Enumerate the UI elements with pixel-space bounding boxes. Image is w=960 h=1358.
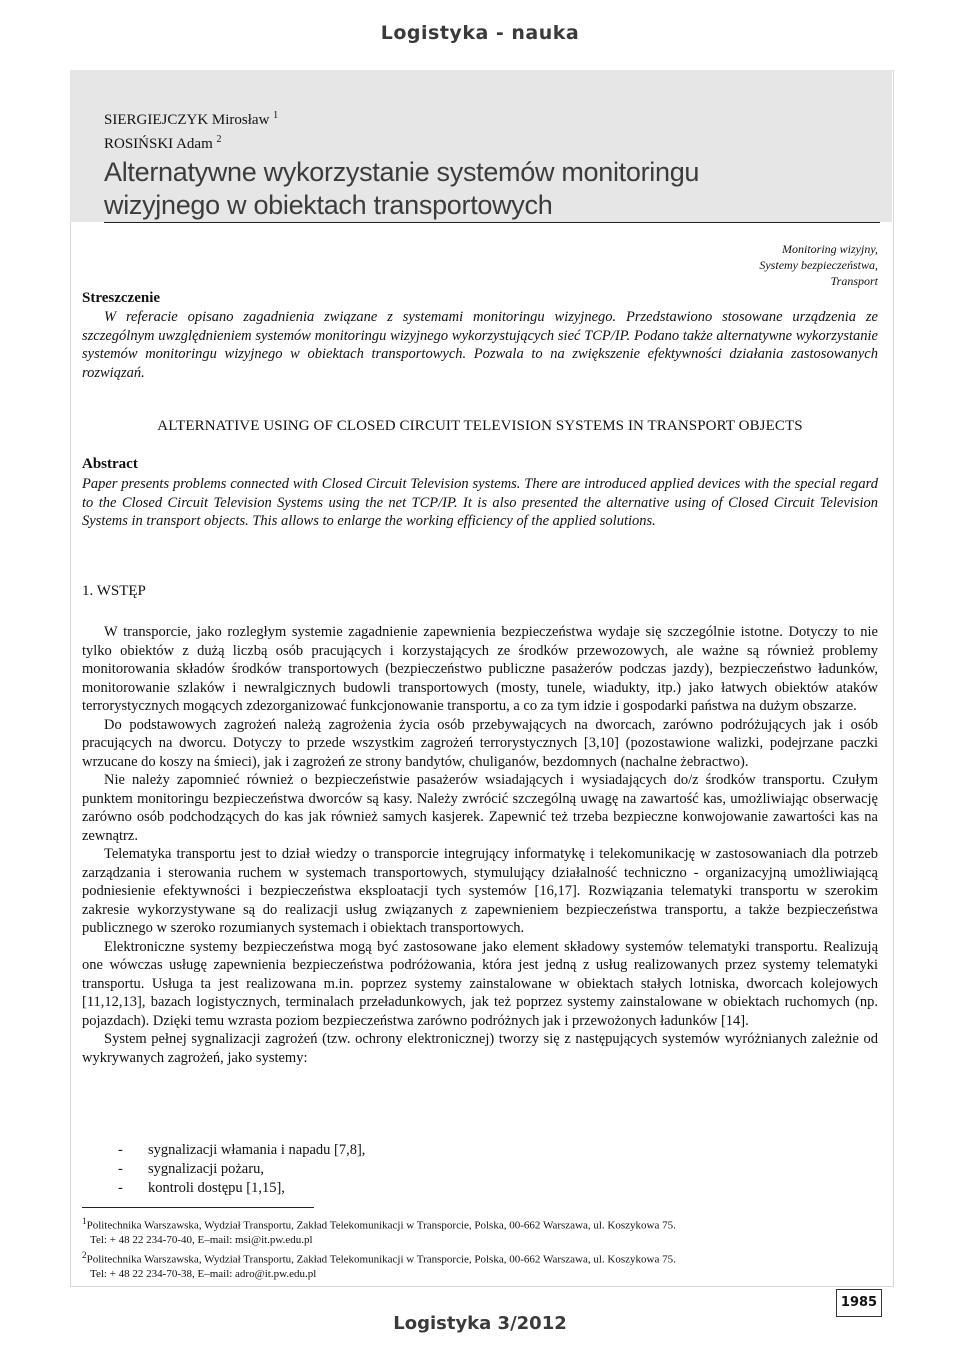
streszczenie-heading: Streszczenie (82, 290, 161, 306)
body-paragraph: Telematyka transportu jest to dział wiedzy o transporcie integrujący informatykę i telekomunikację w zastosowaniach dla potrzeb zarządzania i sterowania ruchem w systemach transportowych, stymulujący działalność techniczno - organizacyjną umożliwiającą podniesienie efektywności i bezpieczeństwa eksploatacji tych systemów [16,17]. Rozwiązania telematyki transportu w szerokim zakresie wykorzystywane są do realizacji usług związanych z zapewnieniem bezpieczeństwa transportu, a także bezpieczeństwa publicznego w szeroko rozumianych systemach i obiektach transportowych. (82, 846, 878, 936)
footnote-divider (82, 1207, 314, 1208)
footnotes (82, 1214, 882, 1281)
list-item (118, 1141, 365, 1160)
list-bullet: - (118, 1180, 123, 1196)
author-name: ROSIŃSKI Adam (104, 136, 213, 152)
footnote-contact: Tel: + 48 22 234-70-40, E–mail: msi@it.pw.edu.pl (90, 1234, 313, 1247)
author-1 (104, 106, 278, 130)
abstract-paragraph: Paper presents problems connected with Closed Circuit Television systems. There are introduced applied devices with the special regard to the Closed Circuit Television Systems using the net TCP/IP. It is also presented the alternative using of Closed Circuit Television Systems in transport objects. This allows to enlarge the working efficiency of the applied solutions. (82, 476, 878, 529)
footer-title: Logistyka 3/2012 (393, 1313, 567, 1334)
list-bullet: - (118, 1161, 123, 1177)
paper-title-line: Alternatywne wykorzystanie systemów monitoringu (104, 157, 700, 187)
footnote-mark: 2 (82, 1249, 87, 1260)
footnote-contact: Tel: + 48 22 234-70-38, E–mail: adro@it.pw.edu.pl (90, 1267, 317, 1280)
list-item-text: sygnalizacji włamania i napadu [7,8], (148, 1142, 366, 1158)
keyword: Transport (830, 274, 878, 288)
footnote-1 (82, 1214, 882, 1233)
footnote-2 (82, 1248, 882, 1267)
body-paragraph: System pełnej sygnalizacji zagrożeń (tzw. ochrony elektronicznej) tworzy się z następujących systemów wyróżnianych zależnie od wykrywanych zagrożeń, jako systemy: (82, 1031, 878, 1066)
body-text (82, 623, 878, 1067)
body-paragraph: Do podstawowych zagrożeń należą zagrożenia życia osób przebywających na dworcach, zarówno podróżujących jak i osób pracujących na dworcu. Dotyczy to przede wszystkim zagrożeń terrorystycznych [3,10] (pozostawione walizki, podejrzane paczki wrzucane do koszy na śmieci), jak i zagrożeń ze strony bandytów, chuliganów, bezdomnych (nachalne żebractwo). (82, 716, 878, 770)
body-paragraph: W transporcie, jako rozległym systemie zagadnienie zapewnienia bezpieczeństwa wydaje się szczególnie istotne. Dotyczy to nie tylko obiektów z dużą liczbą osób pracujących i korzystających ze środków przewozowych, ale ważne są również problemy monitorowania składów środków transportowych (bezpieczeństwo publiczne pasażerów podczas jazdy), bezpieczeństwo ładunków, monitorowanie szlaków i newralgicznych budowli transportowych (mosty, tunele, wiadukty, itp.) jako łatwych obiektów ataków terrorystycznych mogących zdezorganizować funkcjonowanie transportu, a co za tym idzie i gospodarki państwa na dużym obszarze. (82, 624, 878, 714)
threat-system-list (118, 1141, 365, 1198)
author-affiliation-mark: 2 (216, 134, 222, 145)
streszczenie-text (82, 308, 878, 382)
list-item (118, 1179, 365, 1198)
author-list (104, 106, 278, 154)
list-item-text: sygnalizacji pożaru, (148, 1161, 264, 1177)
title-divider (104, 222, 880, 223)
author-name: SIERGIEJCZYK Mirosław (104, 112, 270, 128)
list-bullet: - (118, 1142, 123, 1158)
page-header-title: Logistyka - nauka (380, 22, 580, 44)
keywords (759, 241, 878, 289)
english-title: ALTERNATIVE USING OF CLOSED CIRCUIT TELEVISION SYSTEMS IN TRANSPORT OBJECTS (157, 418, 803, 434)
footnote-text: Politechnika Warszawska, Wydział Transportu, Zakład Telekomunikacji w Transporcie, Polska, 00-662 Warszawa, ul. Koszykowa 75. (86, 1219, 676, 1232)
author-affiliation-mark: 1 (273, 110, 279, 121)
paper-title (104, 156, 844, 222)
keyword: Systemy bezpieczeństwa, (759, 258, 878, 272)
body-paragraph: Elektroniczne systemy bezpieczeństwa mogą być zastosowane jako element składowy systemów telematyki transportu. Realizują one wówczas usługę zapewnienia bezpieczeństwa podróżowania, która jest jedną z usług realizowanych przez systemy telematyki transportu. Usługa ta jest realizowana m.in. poprzez systemy zainstalowane w obiektach stałych lotniska, dworcach kolejowych [11,12,13], bazach logistycznych, terminalach przeładunkowych, jak też poprzez systemy zainstalowane w obiektach ruchomych (np. pojazdach). Dzięki temu wzrasta poziom bezpieczeństwa zarówno podróżnych jak i przewożonych ładunków [14]. (82, 938, 878, 1029)
paper-title-line: wizyjnego w obiektach transportowych (104, 190, 553, 220)
list-item (118, 1160, 365, 1179)
author-2 (104, 130, 278, 154)
footnote-mark: 1 (82, 1216, 87, 1226)
section-heading: 1. WSTĘP (82, 583, 146, 599)
keyword: Monitoring wizyjny, (782, 242, 878, 256)
footnote-text: Politechnika Warszawska, Wydział Transportu, Zakład Telekomunikacji w Transporcie, Polska, 00-662 Warszawa, ul. Koszykowa 75. (86, 1253, 676, 1266)
list-item-text: kontroli dostępu [1,15], (148, 1180, 285, 1196)
abstract-text (82, 475, 878, 531)
streszczenie-paragraph: W referacie opisano zagadnienia związane z systemami monitoringu wizyjnego. Przedstawiono stosowane urządzenia ze szczególnym uwzględnieniem systemów monitoringu wizyjnego wykorzystujących sieć TCP/IP. Podano także alternatywne wykorzystanie systemów monitoringu wizyjnego w obiektach transportowych. Pozwala to na zwiększenie efektywności działania zastosowanych rozwiązań. (82, 309, 878, 381)
abstract-heading: Abstract (82, 456, 138, 472)
body-paragraph: Nie należy zapomnieć również o bezpieczeństwie pasażerów wsiadających i wysiadających do/z środków transportu. Czułym punktem monitoringu bezpieczeństwa dworców są kasy. Należy zwrócić szczególną uwagę na zawartość kas, umożliwiając obserwację zarówno osób podchodzących do kas jak również samych kasjerek. Zapewnić też trzeba bezpieczne konwojowanie zawartości kas na zewnątrz. (82, 772, 878, 844)
page-number: 1985 (836, 1289, 882, 1317)
